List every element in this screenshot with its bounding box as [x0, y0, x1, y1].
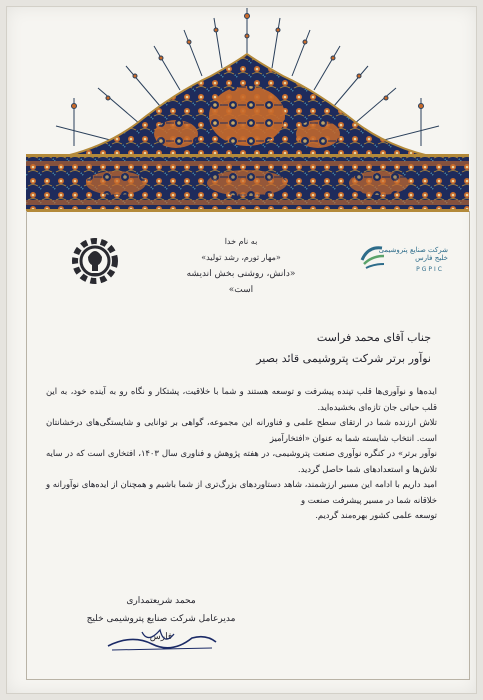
- pgpic-logo: [358, 238, 448, 280]
- signatory-title: مدیرعامل شرکت صنایع پتروشیمی خلیج فارس: [86, 614, 236, 642]
- letterhead: [186, 234, 296, 298]
- body-line: تلاش ارزنده شما در ارتقای سطح علمی و فناورانه این مجموعه، گواهی بر توانایی و شایستگی‌های درخشانتان است. انتخاب شایسته شما به عنوان «افتخارآمیز: [46, 417, 437, 443]
- handwritten-signature: [102, 624, 222, 654]
- body-line: ایده‌ها و نوآوری‌ها قلب تپنده پیشرفت و توسعه هستند و شما با خلاقیت، پشتکار و نگاه رو به آینده خود، به این قلب حیاتی جان تازه‌ای بخشیده‌اید.: [46, 386, 437, 412]
- gear-bulb-logo-icon: [68, 231, 122, 289]
- recipient-name: جناب آقای محمد فراست: [316, 331, 431, 344]
- motto: «دانش، روشنی بخش اندیشه است»: [186, 269, 296, 295]
- invocation: به نام خدا: [224, 237, 258, 246]
- body-line: نوآور برتر» در کنگره نوآوری صنعت پتروشیمی، در هفته پژوهش و فناوری سال ۱۴۰۳، افتخاری است که در سایه تلاش‌ها و استعدادهای شما حاصل گردید.: [46, 448, 438, 474]
- body-line: توسعه علمی کشور بهره‌مند گردیم.: [315, 510, 437, 520]
- ornamental-header-art: [26, 6, 469, 221]
- year-motto: «مهار تورم، رشد تولید»: [201, 253, 281, 262]
- body-line: امید داریم با ادامه این مسیر ارزشمند، شاهد دستاوردهای بزرگ‌تری از شما باشیم و همچنان از ایده‌های نوآورانه و خلاقانه شما در مسیر پیشرفت صنعت و: [46, 479, 437, 505]
- recipient-title: نوآور برتر شرکت پتروشیمی قائد بصیر: [256, 352, 431, 365]
- pgpic-name: شرکت صنایع پتروشیمی خلیج فارس: [378, 246, 448, 263]
- certificate-frame: [6, 6, 477, 694]
- pgpic-abbr: PGPIC: [416, 266, 444, 273]
- certificate-body: [46, 384, 437, 524]
- signatory-name: محمد شریعتمداری: [126, 596, 196, 606]
